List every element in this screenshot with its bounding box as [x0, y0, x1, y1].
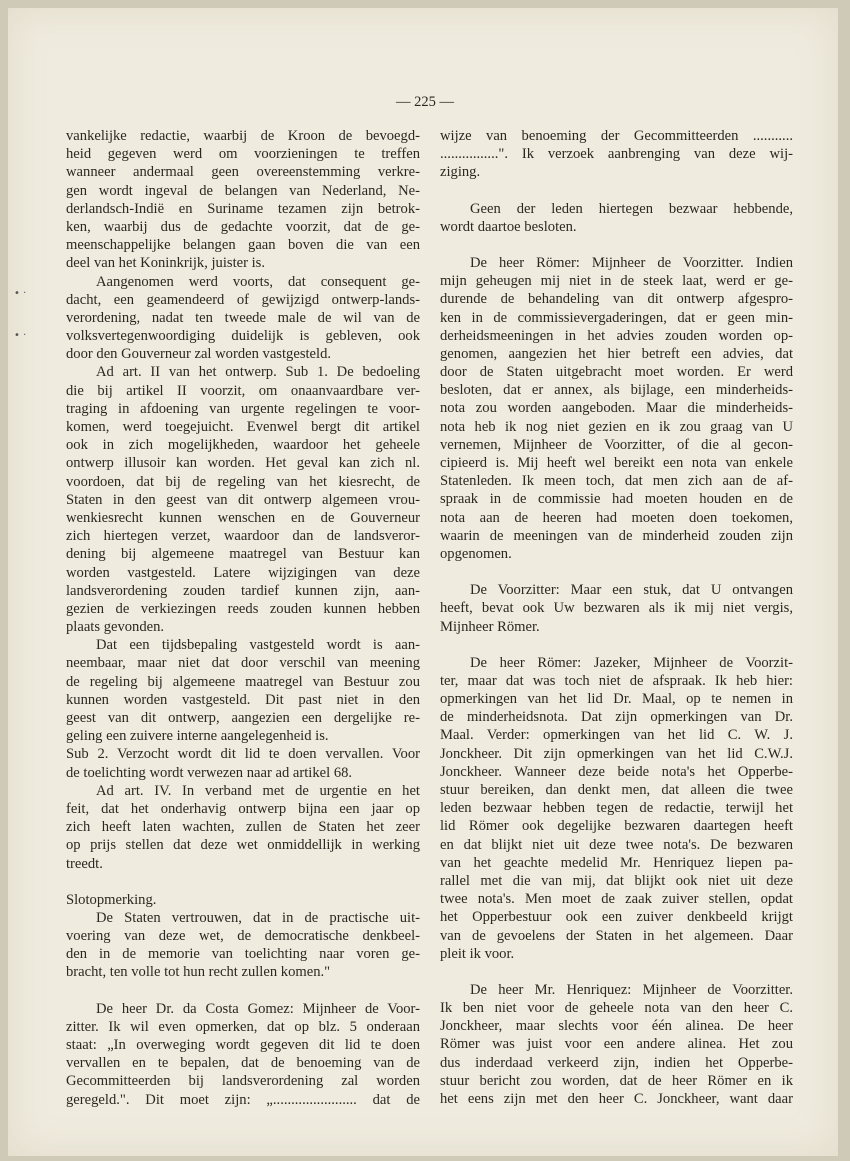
text-line: gen wordt ingeval de belangen van Nederland, Ne-: [66, 182, 420, 199]
text-line: Sub 2. Verzocht wordt dit lid te doen vervallen. Voor: [66, 746, 420, 763]
text-line: landsverordening zouden tardief kunnen zijn, aan-: [66, 582, 420, 599]
text-line: traging in afdoening van urgente regelingen te voor-: [66, 400, 420, 417]
text-line: op prijs stellen dat deze wet onmiddellijk in werking: [66, 837, 420, 854]
text-line: nota zou worden aangeboden. Maar die minderheids-: [440, 400, 793, 417]
text-line: dacht, een geamendeerd of gewijzigd ontwerp-lands-: [66, 291, 420, 308]
text-line: neembaar, maar niet dat door verschil van meening: [66, 655, 420, 672]
text-line: ter, maar dat was toch niet de afspraak. Ik heb hier:: [440, 672, 793, 689]
text-line: zich hiertegen verzet, waardoor dan de landsveror-: [66, 528, 420, 545]
text-line: Ad art. IV. In verband met de urgentie en het: [96, 782, 420, 799]
text-line: zitter. Ik wil even opmerken, dat op blz. 5 onderaan: [66, 1018, 420, 1035]
text-line: leden bezwaar hebben tegen de redactie, terwijl het: [440, 800, 793, 817]
text-line: lid Römer ook degelijke bezwaren daartegen heeft: [440, 818, 793, 835]
text-line: de regeling bij algemeene maatregel van Bestuur zou: [66, 673, 420, 690]
text-line: het Opperbestuur ook een zuiver denkbeeld krijgt: [440, 909, 793, 926]
text-line: en dat blijkt niet uit deze twee nota's. De bezwaren: [440, 836, 793, 853]
text-line: van de gevoelens der Staten in het algemeen. Daar: [440, 927, 793, 944]
text-line: volksvertegenwoordiging duidelijk is gebleven, ook: [66, 328, 420, 345]
text-line: ................". Ik verzoek aanbrenging van deze wij-: [440, 146, 793, 163]
text-line: komen, werd toegejuicht. Evenwel bergt dit artikel: [66, 419, 420, 435]
text-line: De Staten vertrouwen, dat in de practische uit-: [96, 909, 420, 926]
text-line: vernemen, Mijnheer de Voorzitter, of die al gecon-: [440, 436, 793, 453]
text-line: mijn geheugen mij niet in de steek laat, werd er ge-: [440, 273, 793, 290]
text-line: pleit ik voor.: [440, 945, 515, 962]
text-line: dening bij algemeene maatregel van Bestuur kan: [66, 546, 420, 563]
text-line: durende de behandeling van dit ontwerp afgespro-: [440, 291, 793, 308]
text-line: ontwerp illusoir kan worden. Het geval kan zich nl.: [66, 455, 420, 472]
text-line: De heer Dr. da Costa Gomez: Mijnheer de Voor-: [96, 1000, 420, 1017]
text-line: staat: „In overweging wordt gegeven dit lid te doen: [66, 1037, 420, 1053]
text-line: nota heb ik nog niet gezien en ik zou graag van U: [440, 418, 793, 435]
text-line: geest van dit ontwerp, aangezien een dergelijke re-: [66, 710, 420, 726]
text-line: cipieerd is. Mij heeft wel bereikt een nota van enkele: [440, 455, 793, 471]
text-line: feit, dat het onderhavig ontwerp bijna een jaar op: [66, 800, 420, 817]
text-line: Jonckheer. Wanneer deze beide nota's het Opperbe-: [440, 763, 793, 780]
text-line: Dat een tijdsbepaling vastgesteld wordt is aan-: [96, 637, 420, 654]
text-line: ken in de commissievergaderingen, dat er geen min-: [440, 309, 793, 326]
margin-mark: • ·: [14, 330, 27, 341]
text-line: zich heeft laten wachten, zullen de Staten het zeer: [66, 819, 420, 836]
text-line: twee nota's. Men moet de zaak zuiver stellen, opdat: [440, 891, 793, 908]
paragraph-gap: [440, 563, 793, 581]
text-line: Statenleden. Ik meen toch, dat men zich aan de af-: [440, 473, 793, 490]
text-line: plaats gevonden.: [66, 619, 165, 636]
text-line: spraak in de commissie had moeten houden en de: [440, 491, 793, 508]
text-line: bracht, ten volle tot hun recht zullen komen.": [66, 964, 331, 981]
text-line: opgenomen.: [440, 545, 512, 562]
text-line: geling een zuivere interne aangelegenheid is.: [66, 728, 329, 745]
page-number: — 225 —: [396, 94, 454, 110]
text-line: de toelichting wordt verwezen naar ad artikel 68.: [66, 764, 353, 781]
text-line: stuur bericht zou worden, dat de heer Römer en ik: [440, 1072, 793, 1089]
text-line: die bij artikel II voorzit, om onaanvaardbare ver-: [66, 382, 420, 399]
text-line: den in de memorie van toelichting naar voren ge-: [66, 946, 420, 963]
text-line: De Voorzitter: Maar een stuk, dat U ontvangen: [470, 582, 793, 599]
text-line: nota aan de heeren had moeten doen toekomen,: [440, 509, 793, 526]
text-line: wanneer andermaal geen overeenstemming verkre-: [66, 164, 420, 181]
text-line: van het geachte medelid Mr. Henriquez liepen pa-: [440, 854, 793, 871]
text-line: opmerkingen van het lid Dr. Maal, op te nemen in: [440, 691, 793, 708]
text-line: Ik ben niet voor de geheele nota van den heer C.: [440, 1000, 793, 1017]
text-line: verordening, nadat ten tweede male de wil van de: [66, 309, 420, 326]
text-line: Aangenomen werd voorts, dat consequent ge-: [96, 273, 420, 290]
text-line: rallel met die van mij, dat blijkt ook niet uit deze: [440, 872, 793, 889]
text-line: De heer Römer: Jazeker, Mijnheer de Voorzit-: [470, 654, 793, 671]
paragraph-gap: [66, 873, 420, 891]
text-line: Jonckheer, maar slechts voor één alinea. De heer: [440, 1018, 793, 1035]
paragraph-gap: [440, 963, 793, 981]
text-line: vervallen en te bepalen, dat de benoeming van de: [66, 1055, 420, 1072]
text-line: Ad art. II van het ontwerp. Sub 1. De bedoeling: [96, 364, 420, 381]
text-line: kunnen worden vastgesteld. Dit past niet in den: [66, 691, 420, 708]
text-line: treedt.: [66, 855, 103, 872]
text-line: Gecommitteerden bij landsverordening zal worden: [66, 1073, 420, 1090]
text-line: ken, waarbij dus de gedachte voorzit, dat de ge-: [66, 218, 420, 235]
text-line: vankelijke redactie, waarbij de Kroon de bevoegd-: [66, 128, 420, 144]
text-line: meenschappelijke belangen gaan boven die van een: [66, 237, 420, 254]
text-line: waarin de meeningen van de minderheid zouden zijn: [440, 527, 793, 544]
text-line: De heer Mr. Henriquez: Mijnheer de Voorzitter.: [470, 981, 793, 998]
text-line: door de Staten uitgebracht moet worden. Er werd: [440, 364, 793, 381]
text-line: stuur bereiken, dan denkt men, dat alleen die twee: [440, 782, 793, 798]
text-line: De heer Römer: Mijnheer de Voorzitter. Indien: [470, 254, 793, 271]
text-line: dus inderdaad verkeerd zijn, indien het Opperbe-: [440, 1054, 793, 1071]
text-line: Römer was juist voor een andere alinea. Het zou: [440, 1036, 793, 1053]
text-line: genomen, aangezien het hier betreft een advies, dat: [440, 345, 793, 362]
text-line: ziging.: [440, 164, 481, 181]
left-text-column: [66, 127, 420, 1109]
text-line: voordoen, dat bij de regeling van het kiesrecht, de: [66, 473, 420, 490]
text-line: gezien de verkiezingen reeds zouden kunnen hebben: [66, 600, 420, 617]
text-line: Geen der leden hiertegen bezwaar hebbende,: [470, 200, 793, 217]
margin-mark: • ·: [14, 288, 27, 299]
text-line: heeft, bevat ook Uw bezwaren als ik mij niet vergis,: [440, 600, 793, 617]
right-text-column: [440, 127, 793, 1108]
text-line: wijze van benoeming der Gecommitteerden ...........: [440, 128, 793, 144]
text-line: de minderheidsnota. Dat zijn opmerkingen van Dr.: [440, 709, 793, 726]
paragraph-gap: [66, 982, 420, 1000]
text-line: derheidsmeeningen in het advies zouden worden op-: [440, 327, 793, 344]
text-line: het eens zijn met den heer C. Jonckheer, want daar: [440, 1091, 793, 1107]
paragraph-gap: [440, 236, 793, 254]
text-line: wenkiesrecht kunnen wenschen en de Gouverneur: [66, 509, 420, 526]
text-line: wordt daartoe besloten.: [440, 218, 577, 235]
text-line: Slotopmerking.: [66, 891, 157, 908]
text-line: Jonckheer. Dit zijn opmerkingen van het lid C.W.J.: [440, 745, 793, 762]
text-line: worden vastgesteld. Latere wijzigingen van deze: [66, 564, 420, 581]
paragraph-gap: [440, 182, 793, 200]
text-line: derlandsch-Indië en Suriname tezamen zijn betrok-: [66, 200, 420, 217]
text-line: voering van deze wet, de democratische denkbeel-: [66, 928, 420, 945]
text-line: Staten in den geest van dit ontwerp algemeen vrou-: [66, 491, 420, 508]
text-line: Maal. Verder: opmerkingen van het lid C. W. J.: [440, 727, 793, 744]
text-line: geregeld.". Dit moet zijn: „....................... dat de: [66, 1091, 420, 1108]
text-line: Mijnheer Römer.: [440, 618, 540, 635]
text-line: besloten, dat er annex, als bijlage, een minderheids-: [440, 382, 793, 399]
text-line: ook in zich mogelijkheden, waardoor het geheele: [66, 437, 420, 454]
text-line: deel van het Koninkrijk, juister is.: [66, 255, 266, 272]
text-line: heid gegeven werd om voorzieningen te treffen: [66, 146, 420, 163]
text-line: door den Gouverneur zal worden vastgesteld.: [66, 346, 332, 363]
paragraph-gap: [440, 636, 793, 654]
